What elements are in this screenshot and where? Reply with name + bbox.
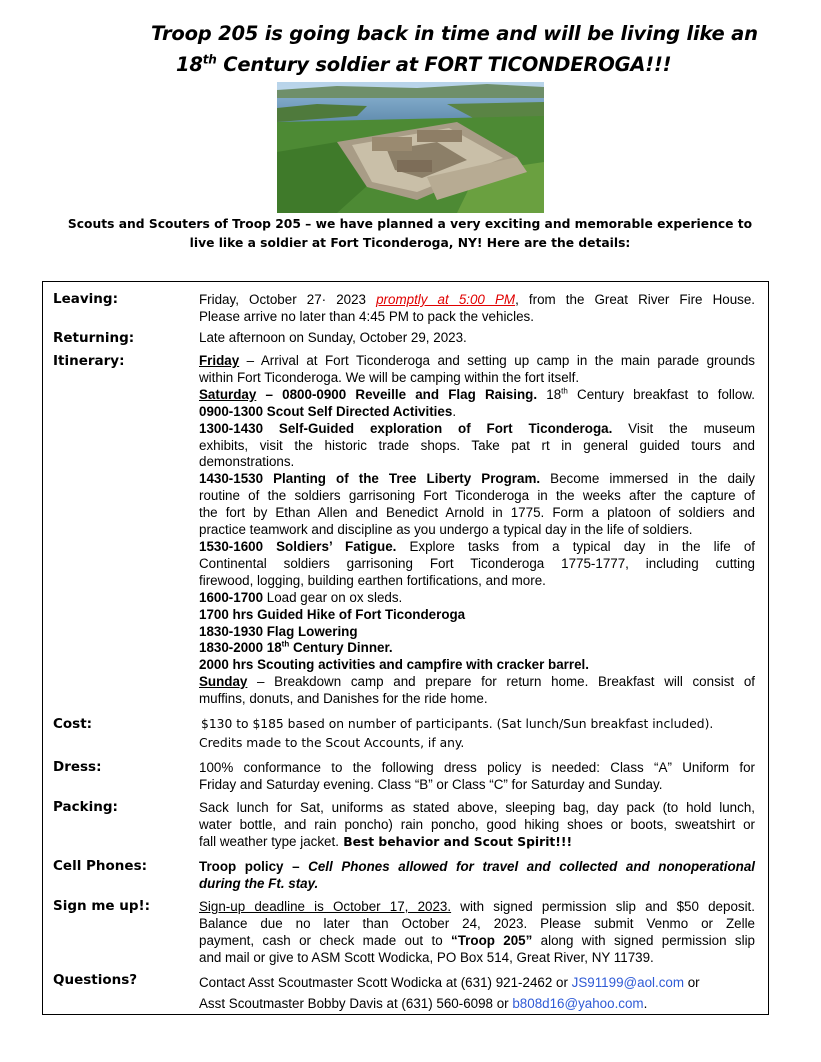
promptly-time: promptly at 5:00 PM	[376, 292, 516, 307]
cost-text: $130 to $185 based on number of participants. (Sat lunch/Sun breakfast included). Credits made to the Scout Accounts, if any.	[199, 717, 714, 750]
questions-label: Questions?	[53, 972, 138, 988]
dress-label: Dress:	[53, 759, 102, 775]
itinerary-text: Friday – Arrival at Fort Ticonderoga and setting up camp in the main parade grounds within Fort Ticonderoga. We will be camping within the fort itself. Saturday – 0800-0900 Reveille and Flag Raising. 18th Century breakfast to follow. 0900-1300 Scout Self Directed Activities. 1300-1430 Self-Guided exploration of Fort Ticonderoga. Visit the museum exhibits, visit the historic trade shops. Take pat rt in general guided tours and demonstrations. 1430-1530 Planting of the Tree Liberty Program. Become immersed in the daily routine of the soldiers garrisoning Fort Ticonderoga in the weeks after the capture of the fort by Ethan Allen and Benedict Arnold in 1775. Form a platoon of soldiers and practice teamwork and discipline as you undergo a typical day in the life of soldiers. 1530-1600 Soldiers’ Fatigue. Explore tasks from a typical day in the life of Continental soldiers garrisoning Fort Ticonderoga 1775-1777, including cutting firewood, logging, building earthen fortifications, and more. 1600-1700 Load gear on ox sleds. 1700 hrs Guided Hike of Fort Ticonderoga 1830-1930 Flag Lowering 1830-2000 18th Century Dinner. 2000 hrs Scouting activities and campfire with cracker barrel. Sunday – Breakdown camp and prepare for return home. Breakfast will consist of muffins, donuts, and Danishes for the ride home.	[199, 353, 755, 707]
title-line-2: 18th Century soldier at FORT TICONDEROGA!!!	[176, 52, 672, 76]
signup-label: Sign me up!:	[53, 898, 151, 914]
dress-text: 100% conformance to the following dress policy is needed: Class “A” Uniform for Friday and Saturday evening. Class “B” or Class “C” for Saturday and Sunday.	[199, 760, 755, 792]
leaving-label: Leaving:	[53, 291, 118, 307]
returning-label: Returning:	[53, 330, 135, 346]
fort-ticonderoga-photo	[277, 82, 544, 213]
email-link-wodicka[interactable]: JS91199@aol.com	[571, 975, 685, 990]
cell-phones-text: Troop policy – Cell Phones allowed for travel and collected and nonoperational during the Ft. stay.	[199, 859, 755, 891]
email-link-davis[interactable]: b808d16@yahoo.com	[512, 996, 644, 1011]
questions-text: Contact Asst Scoutmaster Scott Wodicka at (631) 921-2462 or JS91199@aol.com or Asst Scoutmaster Bobby Davis at (631) 560-6098 or b808d16@yahoo.com.	[199, 975, 700, 1011]
intro-line-2: live like a soldier at Fort Ticonderoga, NY! Here are the details:	[189, 236, 631, 250]
packing-label: Packing:	[53, 799, 118, 815]
intro-line-1: Scouts and Scouters of Troop 205 – we have planned a very exciting and memorable experience to	[67, 217, 753, 231]
cost-label: Cost:	[53, 716, 93, 732]
signup-text: Sign-up deadline is October 17, 2023. with signed permission slip and $50 deposit. Balance due no later than October 24, 2023. Please submit Venmo or Zelle payment, cash or check made out to “Troop 205” along with signed permission slip and mail or give to ASM Scott Wodicka, PO Box 514, Great River, NY 11739.	[199, 899, 755, 965]
returning-text: Late afternoon on Sunday, October 29, 2023.	[199, 330, 467, 345]
packing-text: Sack lunch for Sat, uniforms as stated above, sleeping bag, day pack (to hold lunch, water bottle, and rain poncho) rain poncho, good hiking shoes or boots, sweatshirt or fall weather type jacket. Best behavior and Scout Spirit!!!	[199, 800, 755, 849]
itinerary-label: Itinerary:	[53, 353, 125, 369]
cell-phones-label: Cell Phones:	[53, 858, 147, 874]
details-table	[42, 281, 769, 1015]
leaving-text: Friday, October 27· 2023 promptly at 5:00 PM, from the Great River Fire House. Please arrive no later than 4:45 PM to pack the vehicles.	[199, 292, 756, 324]
title-line-1: Troop 205 is going back in time and will be living like an	[151, 22, 758, 45]
